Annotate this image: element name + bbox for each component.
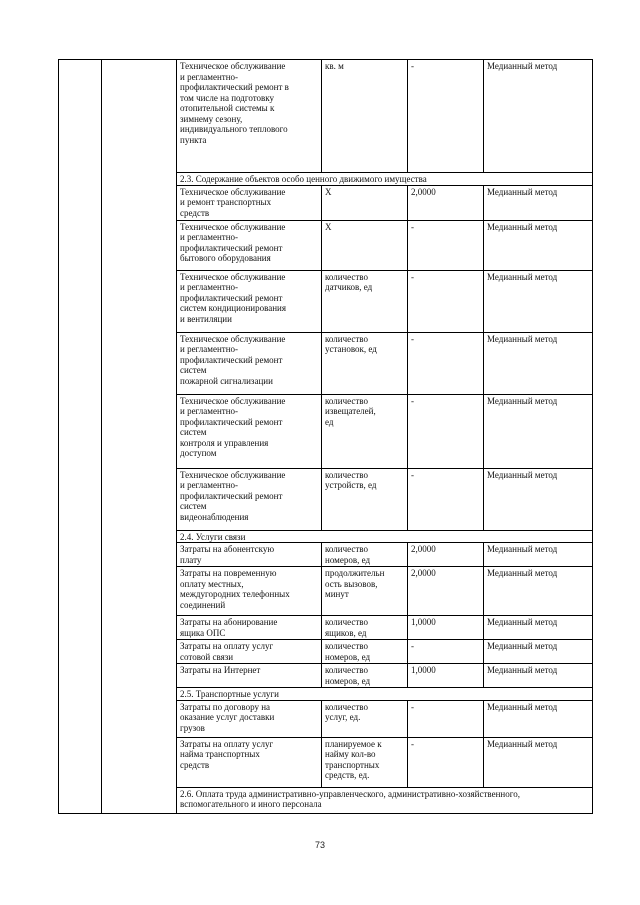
unit-cell: продолжительн ость вызовов, минут [322, 567, 408, 616]
method-cell: Медианный метод [484, 270, 593, 332]
unit-cell: количество услуг, ед. [322, 700, 408, 737]
unit-cell: количество номеров, ед [322, 640, 408, 664]
service-name-cell: Затраты на повременную оплату местных, междугородних телефонных соединений [177, 567, 322, 616]
method-cell: Медианный метод [484, 468, 593, 530]
service-name-cell: Техническое обслуживание и регламентно- профилактический ремонт систем контроля и управления доступом [177, 394, 322, 468]
unit-cell: планируемое к найму кол-во транспортных средств, ед. [322, 737, 408, 787]
section-title: 2.3. Содержание объектов особо ценного движимого имущества [177, 173, 593, 186]
unit-cell: количество номеров, ед [322, 543, 408, 567]
method-cell: Медианный метод [484, 185, 593, 220]
method-cell: Медианный метод [484, 737, 593, 787]
norm-cell: - [408, 640, 484, 664]
service-name-cell: Техническое обслуживание и регламентно- профилактический ремонт систем пожарной сигнализации [177, 332, 322, 394]
service-name-cell: Затраты на Интернет [177, 664, 322, 688]
service-name-cell: Затраты по договору на оказание услуг доставки грузов [177, 700, 322, 737]
method-cell: Медианный метод [484, 332, 593, 394]
norm-cell: - [408, 737, 484, 787]
norm-cell: - [408, 468, 484, 530]
service-name-cell: Затраты на оплату услуг сотовой связи [177, 640, 322, 664]
empty-cell [59, 60, 102, 814]
empty-cell [102, 60, 177, 814]
unit-cell: количество ящиков, ед [322, 616, 408, 640]
service-name-cell: Затраты на абонентскую плату [177, 543, 322, 567]
section-title: 2.6. Оплата труда административно-управленческого, административно-хозяйственного, вспомогательного и иного персонала [177, 787, 593, 813]
service-name-cell: Затраты на абонирование ящика ОПС [177, 616, 322, 640]
method-cell: Медианный метод [484, 60, 593, 173]
method-cell: Медианный метод [484, 616, 593, 640]
norm-cell: 2,0000 [408, 543, 484, 567]
unit-cell: Х [322, 185, 408, 220]
service-name-cell: Техническое обслуживание и регламентно- профилактический ремонт систем видеонаблюдения [177, 468, 322, 530]
service-name-cell: Техническое обслуживание и ремонт транспортных средств [177, 185, 322, 220]
method-cell: Медианный метод [484, 220, 593, 270]
unit-cell: количество номеров, ед [322, 664, 408, 688]
service-name-cell: Техническое обслуживание и регламентно- профилактический ремонт систем кондиционирования и вентиляции [177, 270, 322, 332]
unit-cell: количество устройств, ед [322, 468, 408, 530]
service-name-cell: Техническое обслуживание и регламентно- профилактический ремонт в том числе на подготовку отопительной системы к зимнему сезону, индивидуального теплового пункта [177, 60, 322, 173]
unit-cell: количество датчиков, ед [322, 270, 408, 332]
unit-cell: Х [322, 220, 408, 270]
norm-cell: 1,0000 [408, 616, 484, 640]
method-cell: Медианный метод [484, 394, 593, 468]
norm-cell: 2,0000 [408, 567, 484, 616]
service-name-cell: Затраты на оплату услуг найма транспортных средств [177, 737, 322, 787]
method-cell: Медианный метод [484, 640, 593, 664]
unit-cell: кв. м [322, 60, 408, 173]
norm-cell: - [408, 220, 484, 270]
norm-cell: 2,0000 [408, 185, 484, 220]
method-cell: Медианный метод [484, 700, 593, 737]
table-row [59, 60, 593, 173]
service-name-cell: Техническое обслуживание и регламентно- профилактический ремонт бытового оборудования [177, 220, 322, 270]
page-number: 73 [314, 840, 325, 850]
norm-cell: 1,0000 [408, 664, 484, 688]
unit-cell: количество извещателей, ед [322, 394, 408, 468]
section-title: 2.4. Услуги связи [177, 530, 593, 543]
method-cell: Медианный метод [484, 543, 593, 567]
section-title: 2.5. Транспортные услуги [177, 688, 593, 701]
norm-cell: - [408, 332, 484, 394]
norm-cell: - [408, 700, 484, 737]
norm-cell: - [408, 60, 484, 173]
method-cell: Медианный метод [484, 664, 593, 688]
norm-cell: - [408, 270, 484, 332]
norm-cell: - [408, 394, 484, 468]
norms-table-body [59, 60, 593, 814]
method-cell: Медианный метод [484, 567, 593, 616]
norms-table [58, 59, 593, 814]
unit-cell: количество установок, ед [322, 332, 408, 394]
